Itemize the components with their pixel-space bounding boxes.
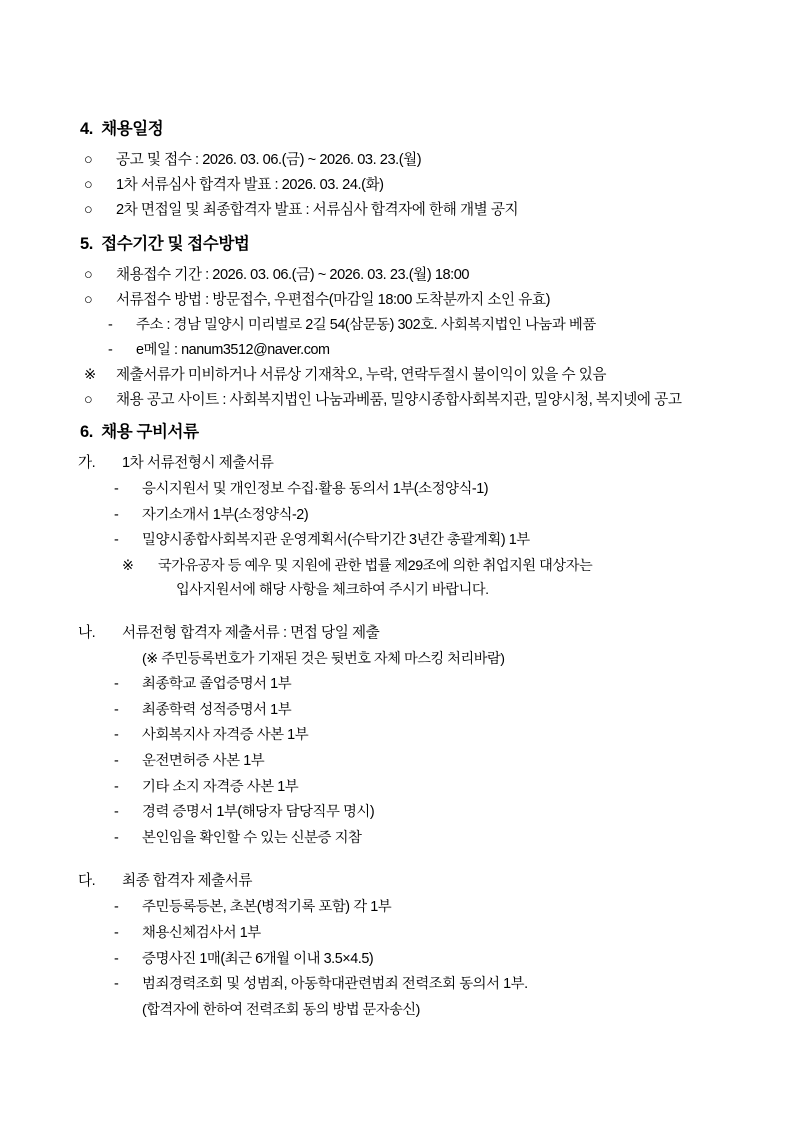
list-item xyxy=(80,947,733,973)
list-item xyxy=(80,826,733,852)
list-item xyxy=(80,672,733,698)
section-application-period xyxy=(80,233,733,413)
section-heading xyxy=(80,118,733,142)
list-item-text: 운전면허증 사본 1부 xyxy=(142,752,265,769)
dash-marker: - xyxy=(114,506,119,523)
dash-marker: - xyxy=(114,752,119,769)
dash-marker: - xyxy=(114,950,119,967)
dash-marker: - xyxy=(114,675,119,692)
bullet-marker: ○ xyxy=(84,292,93,309)
section-heading xyxy=(80,233,733,257)
spacer xyxy=(80,603,733,617)
list-item xyxy=(80,503,733,529)
group-heading xyxy=(80,621,733,647)
sub-item xyxy=(80,313,733,338)
section-recruitment-schedule xyxy=(80,118,733,223)
list-item xyxy=(80,148,733,173)
list-item xyxy=(80,477,733,503)
list-item xyxy=(80,388,733,413)
group-title: 최종 합격자 제출서류 xyxy=(122,873,253,890)
section-number: 5. xyxy=(80,235,93,254)
dash-marker: - xyxy=(114,532,119,549)
list-item-text: 채용접수 기간 : 2026. 03. 06.(금) ~ 2026. 03. 23.(월) 18:00 xyxy=(116,267,470,284)
bullet-marker: ○ xyxy=(84,151,93,168)
note-continuation: 입사지원서에 해당 사항을 체크하여 주시기 바랍니다. xyxy=(176,582,489,599)
dash-marker: - xyxy=(108,317,113,334)
group-note: (※ 주민등록번호가 기재된 것은 뒷번호 자체 마스킹 처리바람) xyxy=(142,650,505,667)
note-text: 국가유공자 등 예우 및 지원에 관한 법률 제29조에 의한 취업지원 대상자는 xyxy=(158,557,593,574)
note-item xyxy=(80,554,733,578)
asterisk-marker: ※ xyxy=(84,366,96,383)
group-marker: 다. xyxy=(78,873,96,890)
bullet-marker: ○ xyxy=(84,202,93,219)
list-item-text: 1차 서류심사 합격자 발표 : 2026. 03. 24.(화) xyxy=(116,177,384,194)
list-item xyxy=(80,173,733,198)
list-item-text: 사회복지사 자격증 사본 1부 xyxy=(142,727,309,744)
section-title: 채용 구비서류 xyxy=(101,423,199,442)
list-item-text: 채용신체검사서 1부 xyxy=(142,925,261,942)
document-group-a xyxy=(80,451,733,603)
section-number: 4. xyxy=(80,120,93,138)
sub-item-text: e메일 : nanum3512@naver.com xyxy=(136,342,330,359)
section-heading xyxy=(80,421,733,445)
list-item xyxy=(80,972,733,998)
dash-marker: - xyxy=(114,778,119,795)
list-item-text: 본인임을 확인할 수 있는 신분증 지참 xyxy=(142,829,362,846)
document-group-c xyxy=(80,869,733,1023)
dash-marker: - xyxy=(114,727,119,744)
list-item xyxy=(80,528,733,554)
list-item xyxy=(80,723,733,749)
list-item xyxy=(80,198,733,223)
list-item-text: 범죄경력조회 및 성범죄, 아동학대관련범죄 전력조회 동의서 1부. xyxy=(142,976,528,993)
list-item xyxy=(80,775,733,801)
list-item-text: 응시지원서 및 개인정보 수집·활용 동의서 1부(소정양식-1) xyxy=(142,480,489,497)
list-item xyxy=(80,921,733,947)
list-item-text: 2차 면접일 및 최종합격자 발표 : 서류심사 합격자에 한해 개별 공지 xyxy=(116,202,519,219)
dash-marker: - xyxy=(114,701,119,718)
list-item xyxy=(80,749,733,775)
list-item-text: 경력 증명서 1부(해당자 담당직무 명시) xyxy=(142,804,375,821)
group-note: (합격자에 한하여 전력조회 동의 방법 문자송신) xyxy=(142,1001,420,1018)
document-group-b xyxy=(80,621,733,852)
group-title: 1차 서류전형시 제출서류 xyxy=(122,454,274,471)
group-heading xyxy=(80,451,733,477)
list-item xyxy=(80,800,733,826)
list-item-text: 채용 공고 사이트 : 사회복지법인 나눔과베품, 밀양시종합사회복지관, 밀양시청, 복지넷에 공고 xyxy=(116,391,682,408)
dash-marker: - xyxy=(114,480,119,497)
list-item-text: 밀양시종합사회복지관 운영계획서(수탁기간 3년간 총괄계획) 1부 xyxy=(142,532,530,549)
list-item-text: 최종학교 졸업증명서 1부 xyxy=(142,675,292,692)
asterisk-marker: ※ xyxy=(122,557,134,574)
list-item-notice xyxy=(80,363,733,388)
list-item xyxy=(80,288,733,313)
list-item-text: 증명사진 1매(최근 6개월 이내 3.5×4.5) xyxy=(142,950,374,967)
list-item-text: 공고 및 접수 : 2026. 03. 06.(금) ~ 2026. 03. 23.(월) xyxy=(116,151,422,168)
group-marker: 가. xyxy=(78,454,96,471)
list-item xyxy=(80,698,733,724)
dash-marker: - xyxy=(114,925,119,942)
group-title: 서류전형 합격자 제출서류 : 면접 당일 제출 xyxy=(122,624,380,641)
dash-marker: - xyxy=(108,342,113,359)
section-title: 접수기간 및 접수방법 xyxy=(101,235,250,254)
section-title: 채용일정 xyxy=(101,120,164,138)
list-item-text: 주민등록등본, 초본(병적기록 포함) 각 1부 xyxy=(142,899,392,916)
group-marker: 나. xyxy=(78,624,96,641)
list-item-text: 서류접수 방법 : 방문접수, 우편접수(마감일 18:00 도착분까지 소인 유효) xyxy=(116,292,550,309)
spacer xyxy=(80,851,733,865)
list-item xyxy=(80,263,733,288)
group-heading xyxy=(80,869,733,895)
sub-item-text: 주소 : 경남 밀양시 미리벌로 2길 54(삼문동) 302호. 사회복지법인 나눔과 베품 xyxy=(136,317,596,334)
bullet-marker: ○ xyxy=(84,391,93,408)
sub-item-email xyxy=(80,338,733,363)
section-number: 6. xyxy=(80,423,93,442)
list-item xyxy=(80,895,733,921)
dash-marker: - xyxy=(114,829,119,846)
list-item-text: 제출서류가 미비하거나 서류상 기재착오, 누락, 연락두절시 불이익이 있을 수 있음 xyxy=(116,366,607,383)
bullet-marker: ○ xyxy=(84,267,93,284)
list-item-text: 기타 소지 자격증 사본 1부 xyxy=(142,778,299,795)
dash-marker: - xyxy=(114,976,119,993)
dash-marker: - xyxy=(114,899,119,916)
spacer xyxy=(80,225,733,233)
section-required-documents xyxy=(80,421,733,1023)
list-item-text: 최종학력 성적증명서 1부 xyxy=(142,701,292,718)
list-item-text: 자기소개서 1부(소정양식-2) xyxy=(142,506,309,523)
bullet-marker: ○ xyxy=(84,177,93,194)
dash-marker: - xyxy=(114,804,119,821)
